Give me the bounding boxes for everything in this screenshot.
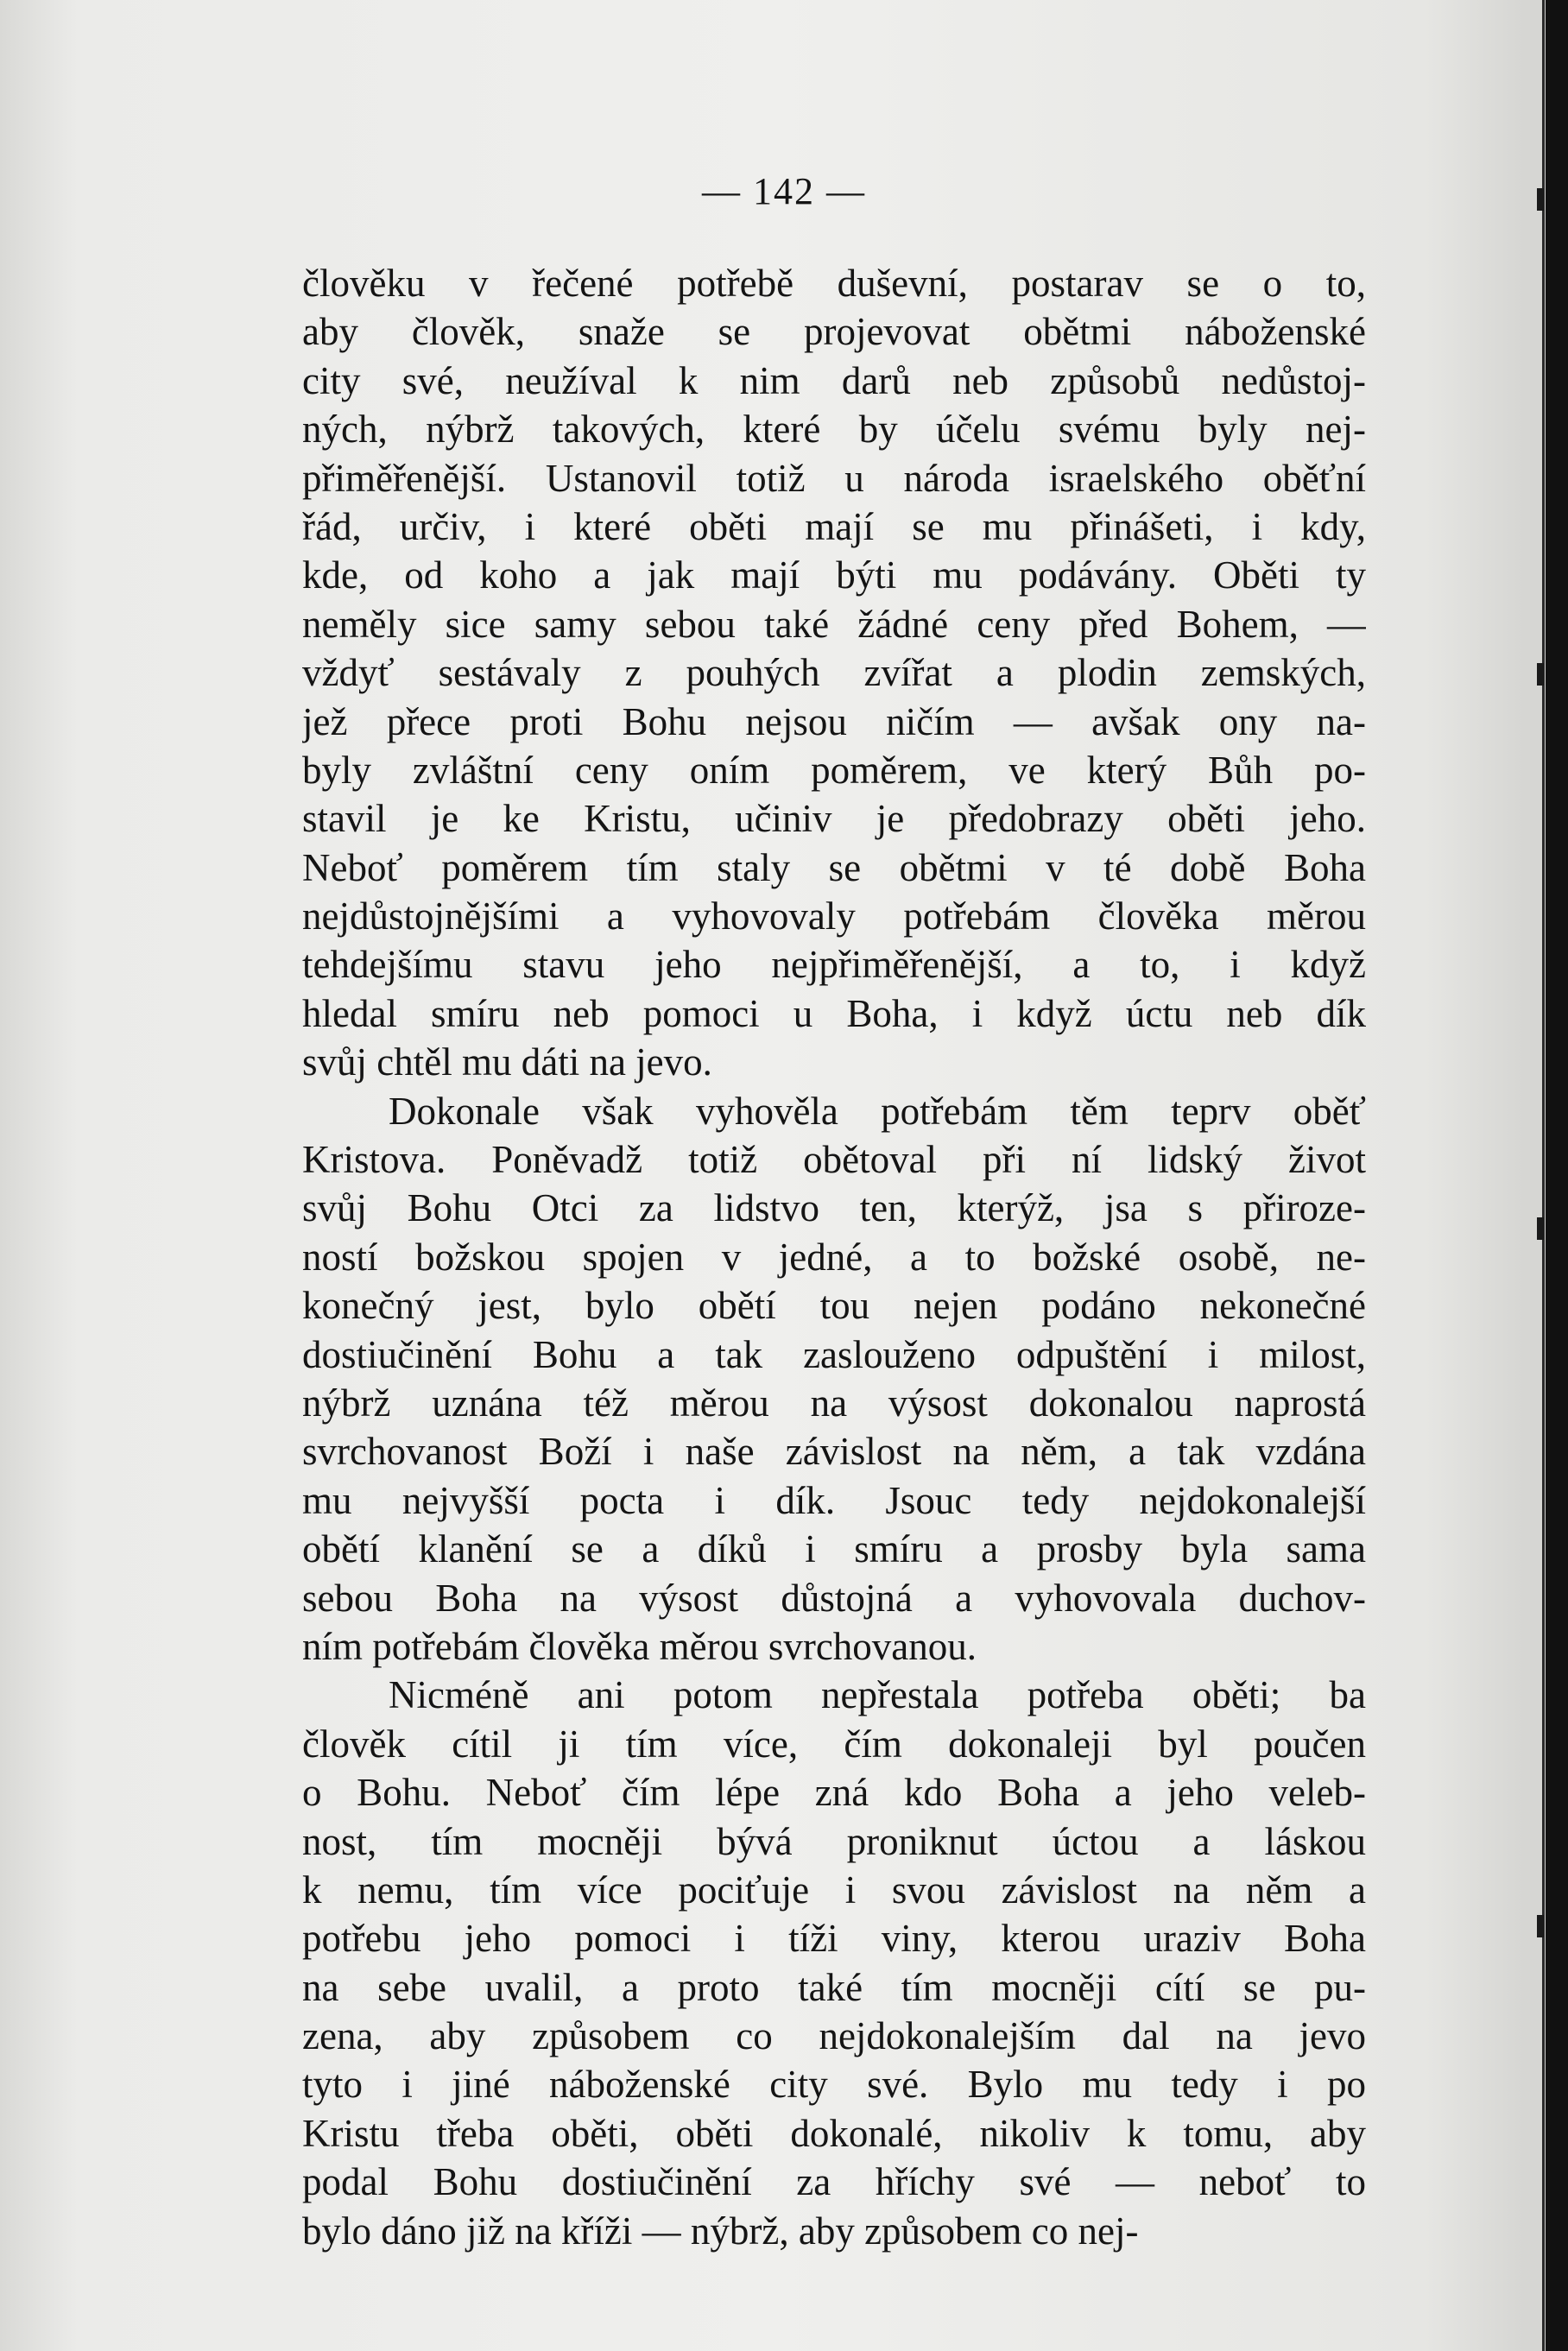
page-number: — 142 — bbox=[702, 170, 866, 212]
text-line: člověku v řečené potřebě duševní, postarav se o to, bbox=[302, 262, 1366, 305]
text-line: city své, neužíval k nim darů neb způsobů nedůstoj- bbox=[302, 358, 1366, 402]
text-line: nýbrž uznána též měrou na výsost dokonalou naprostá bbox=[302, 1381, 1366, 1425]
text-line: Nicméně ani potom nepřestala potřeba oběti; ba bbox=[389, 1673, 1366, 1717]
text-line: bylo dáno již na kříži — nýbrž, aby způsobem co nej- bbox=[302, 2209, 1139, 2253]
text-line: jež přece proti Bohu nejsou ničím — avšak ony na- bbox=[302, 699, 1366, 743]
text-line: o Bohu. Neboť čím lépe zná kdo Boha a jeho veleb- bbox=[302, 1771, 1366, 1815]
text-line: kde, od koho a jak mají býti mu podávány. Oběti ty bbox=[302, 553, 1366, 597]
text-line: dostiučinění Bohu a tak zaslouženo odpuštění i milost, bbox=[302, 1332, 1366, 1376]
edge-mark bbox=[1537, 1915, 1544, 1937]
text-line: sebou Boha na výsost důstojná a vyhovovala duchov- bbox=[302, 1576, 1366, 1620]
text-line: nejdůstojnějšími a vyhovovaly potřebám člověka měrou bbox=[302, 894, 1366, 939]
text-line: Kristu třeba oběti, oběti dokonalé, nikoliv k tomu, aby bbox=[302, 2111, 1366, 2155]
text-line: Kristova. Poněvadž totiž obětoval při ní lidský život bbox=[302, 1138, 1366, 1182]
page-binding-edge bbox=[1546, 0, 1568, 2351]
text-line: svůj chtěl mu dáti na jevo. bbox=[302, 1040, 712, 1084]
text-line: ností božskou spojen v jedné, a to božské osobě, ne- bbox=[302, 1235, 1366, 1279]
text-line: hledal smíru neb pomoci u Boha, i když úctu neb dík bbox=[302, 991, 1366, 1035]
text-line: přiměřenější. Ustanovil totiž u národa israelského oběťní bbox=[302, 456, 1366, 500]
text-line: aby člověk, snaže se projevovat obětmi náboženské bbox=[302, 310, 1366, 354]
text-line: Dokonale však vyhověla potřebám těm teprv oběť bbox=[389, 1089, 1366, 1133]
text-line: Neboť poměrem tím staly se obětmi v té době Boha bbox=[302, 845, 1366, 889]
text-line: tehdejšímu stavu jeho nejpřiměřenější, a to, i když bbox=[302, 943, 1366, 987]
text-line: podal Bohu dostiučinění za hříchy své — neboť to bbox=[302, 2160, 1366, 2204]
page-edge-line bbox=[1542, 0, 1545, 2351]
text-line: vždyť sestávaly z pouhých zvířat a plodin zemských, bbox=[302, 651, 1366, 695]
text-line: k nemu, tím více pociťuje i svou závislost na něm a bbox=[302, 1868, 1366, 1912]
text-line: obětí klanění se a díků i smíru a prosby byla sama bbox=[302, 1527, 1366, 1571]
paragraph bbox=[302, 1671, 1366, 2255]
text-line: potřebu jeho pomoci i tíži viny, kterou uraziv Boha bbox=[302, 1917, 1366, 1961]
edge-mark bbox=[1537, 1217, 1544, 1240]
text-line: ním potřebám člověka měrou svrchovanou. bbox=[302, 1624, 977, 1668]
text-line: svrchovanost Boží i naše závislost na něm, a tak vzdána bbox=[302, 1430, 1366, 1474]
paragraph bbox=[302, 259, 1366, 1087]
text-line: nost, tím mocněji bývá proniknut úctou a láskou bbox=[302, 1819, 1366, 1863]
text-line: řád, určiv, i které oběti mají se mu přinášeti, i kdy, bbox=[302, 504, 1366, 548]
text-line: byly zvláštní ceny oním poměrem, ve který Bůh po- bbox=[302, 748, 1366, 792]
text-line: ných, nýbrž takových, které by účelu svému byly nej- bbox=[302, 408, 1366, 452]
text-line: člověk cítil ji tím více, čím dokonaleji byl poučen bbox=[302, 1722, 1366, 1766]
text-line: tyto i jiné náboženské city své. Bylo mu tedy i po bbox=[302, 2063, 1366, 2107]
paragraph bbox=[302, 1087, 1366, 1672]
text-line: neměly sice samy sebou také žádné ceny před Bohem, — bbox=[302, 602, 1366, 646]
text-line: stavil je ke Kristu, učiniv je předobrazy oběti jeho. bbox=[302, 797, 1366, 841]
text-line: konečný jest, bylo obětí tou nejen podáno nekonečné bbox=[302, 1284, 1366, 1328]
text-line: na sebe uvalil, a proto také tím mocněji cítí se pu- bbox=[302, 1965, 1366, 2009]
edge-mark bbox=[1537, 663, 1544, 686]
text-line: mu nejvyšší pocta i dík. Jsouc tedy nejdokonalejší bbox=[302, 1478, 1366, 1522]
text-line: zena, aby způsobem co nejdokonalejším dal na jevo bbox=[302, 2014, 1366, 2058]
text-line: svůj Bohu Otci za lidstvo ten, kterýž, jsa s přiroze- bbox=[302, 1186, 1366, 1230]
body-text bbox=[302, 259, 1366, 2255]
